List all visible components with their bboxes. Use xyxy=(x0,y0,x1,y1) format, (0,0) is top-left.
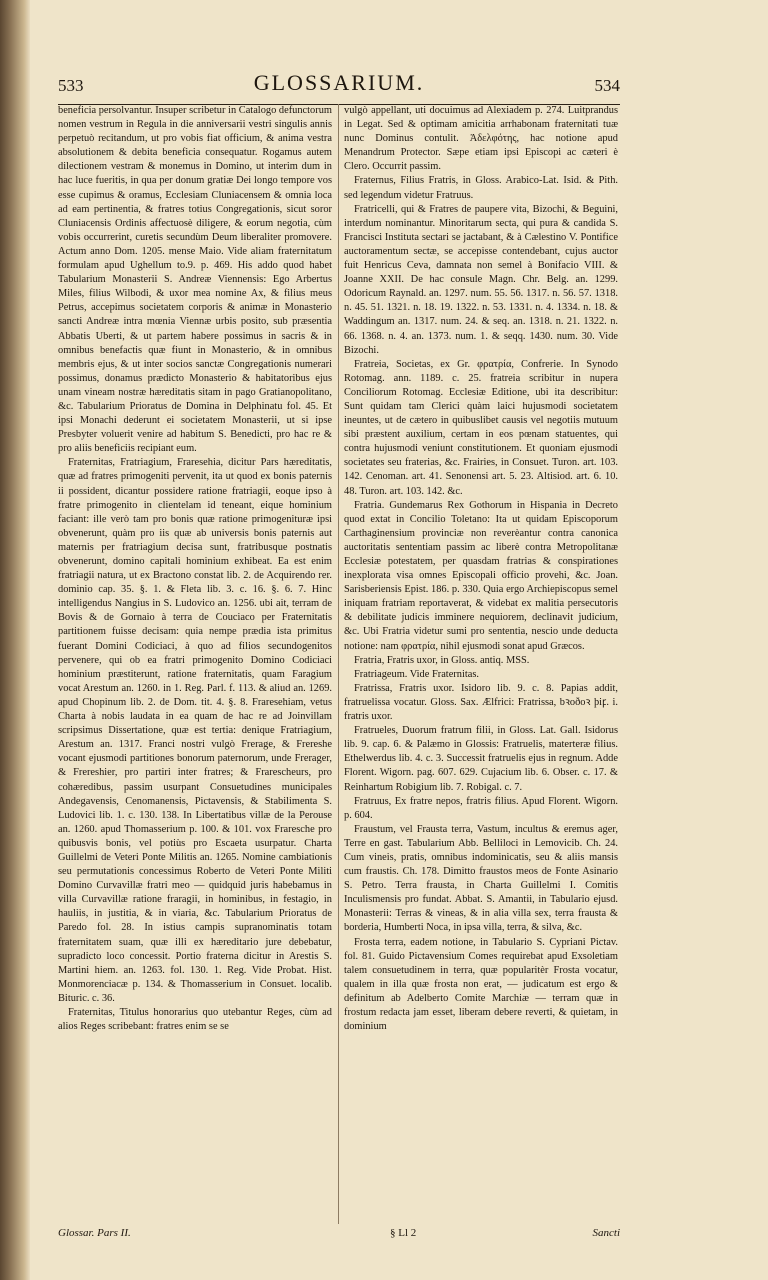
page-title: GLOSSARIUM. xyxy=(253,70,425,95)
page-header xyxy=(58,70,620,104)
right-paragraph: Fratrissa, Fratris uxor. Isidoro lib. 9. c. 8. Papias addit, fratruelissa vocatur. Gloss. Sax. Ælfrici: Fratrissa, bꝛoðoꝛ þiꝼ. i. fratris uxor. xyxy=(344,682,618,723)
right-paragraph: Fratricelli, qui & Fratres de paupere vita, Bizochi, & Beguini, interdum nominantur. Minoritarum secta, qui pura & candida S. Francisci Instituta sectari se jactabant, & à Cælestino V. Pontifice auctoramentum sectæ, se accepisse contendebant, cujus auctor fuit Henricus Ceva, damnata non semel à Bonifacio VIII. & Joanne XXII. De hac consule Magn. Chr. Belg. an. 1299. Odoricum Raynald. an. 1297. num. 55. 56. 1317. n. 56. 57. 1318. n. 45. 51. 1321. n. 18. 19. 1322. n. 53. 1331. n. 4. 1334. n. 18. & Waddingum an. 1317. num. 24. & seq. an. 1318. n. 21. 1322. n. 66. 1368. n. 4. an. 1373. num. 1. & seqq. 1430. num. 30. Vide Bizochi. xyxy=(344,203,618,356)
right-paragraph: Fraternus, Filius Fratris, in Gloss. Arabico-Lat. Isid. & Pith. sed legendum videtur Fratruus. xyxy=(344,175,618,201)
right-paragraph: Fratruus, Ex fratre nepos, fratris filius. Apud Florent. Wigorn. p. 604. xyxy=(344,795,618,821)
right-paragraph: Fratria, Fratris uxor, in Gloss. antiq. MSS. xyxy=(354,654,530,666)
page-number-left: 533 xyxy=(58,76,84,95)
signature-mark: § Ll 2 xyxy=(390,1227,417,1239)
right-column xyxy=(344,104,618,1224)
volume-label: Glossar. Pars II. xyxy=(58,1227,131,1239)
right-paragraph: Fratreia, Societas, ex Gr. φρατρία, Confrerie. In Synodo Rotomag. ann. 1189. c. 25. fratreia scribitur in nupera Conciliorum Rotomag. Ecclesiæ Editione, ubi ita describitur: Sunt quidam tam Clerici quàm laici hujusmodi societatem ineuntes, ut de cætero in quibuslibet causis vel negotiis mutuum sibi præstent auxilium, certam in eos pœnam statuentes, qui contra hujusmodi veniunt constitutionem. Et quoniam ejusmodi societates seu fraterias, &c. Frairies, in Consuet. Turon. art. 103. 142. Cenoman. art. 41. Senonensi art. 5. 23. Altisiod. art. 6. 10. 48. Turon. art. 103. 142. &c. xyxy=(344,358,618,497)
right-paragraph: Fratriageum. Vide Fraternitas. xyxy=(354,668,479,680)
page-number-right: 534 xyxy=(594,76,620,95)
right-paragraph: Fratrueles, Duorum fratrum filii, in Gloss. Lat. Gall. Isidorus lib. 9. cap. 6. & Palæmo in Glossis: Fratruelis, materteræ filius. Ethelwerdus lib. 4. c. 3. Successit fratruelis ejus in regnum. Adde Florent. Wigorn. pag. 607. 629. Cujacium lib. 6. Obser. c. 17. & Reinhartum Robigium lib. 7. Robigal. c. 7. xyxy=(344,725,618,793)
left-paragraph: Fraternitas, Fratriagium, Fraresehia, dicitur Pars hæreditatis, quæ ad fratres primogeniti pervenit, ita ut quod ex bonis paternis ii possident, dicantur possidere ratione fratriagii, eoque ipso à fratre primogenito in clientelam id teneant, eique hominium faciant: ille verò tam pro bonis quæ ratione primogenituræ ipsi obvenerunt, quàm pro iis quæ ab universis bonis paternis aut maternis per fratriagium decisa sunt, fratribusque postnatis obvenerunt, domino capitali hominium exhibeat. Ea est enim fratriagii natura, ut ex Bractono constat lib. 2. de Acquirendo rer. dominio cap. 35. §. 1. & Fleta lib. 3. c. 16. §. 6. 7. Hinc intelligendus Nangius in S. Ludovico an. 1256. ubi ait, terram de Bovis & de Gornaio à terra de Couciaco per Fraternitatis partitionem fuisse decisam: quia nempe prædia ista primitus fuerant Domini Codiciaci, à quo ad filios secundogenitos pervenere, qui ob ea fratri primogenito Domino Codiciaci hominium præstiterunt, ratione fraternitatis, quam Faragium vocat Arestum an. 1260. in 1. Reg. Parl. f. 113. & aliud an. 1269. apud Chopinum lib. 2. de Dom. tit. 4. §. 8. Fraresehiam, vetus Charta à nobis laudata in ea quam de hac re ad Joinvillam scripsimus Dissertatione, quæ est tertia: denique Fratriagium, Arestum an. 1317. Franci nostri vulgò Frerage, & Frereshe vocant ejusmodi partitiones bonorum paternorum, unde Frerager, & Frereshier, pro partiri inter fratres; & Frarescheurs, pro cohæredibus, passim usurpant Consuetudines municipales Andegavensis, Cenomanensis, Pictavensis, & Stabilimenta S. Ludovici lib. 1. c. 130. 138. In Libertatibus villæ de la Perouse an. 1260. apud Thomasserium p. 100. & 101. vox Fraresche pro quibusvis bonis, vel potiùs pro Escaeta usurpatur. Charta Guillelmi de Veteri Ponte Militis an. 1265. Nomine cambiationis seu permutationis concessimus Roberto de Veteri Ponte Militi Domino Curvavillæ fratri meo — quidquid juris habebamus in villa Curvavillæ ratione fraragii, in hominibus, in festagio, in hauliis, in justitia, & in viaria, &c. Tabularium Prioratus de Paredo fol. 28. In istius campis supranominatis totam fraternitatem suam, quæ illi ex hæreditario jure debebatur, supradicto loco concessit. Portio fraterna dicitur in Arestis S. Martini hiem. an. 1263. fol. 130. 1. Reg. Vide Probat. Hist. Monmorenciacæ p. 134. & Thomasserium in Consuet. localib. Bituric. c. 36. xyxy=(58,457,332,1004)
left-paragraph: beneficia persolvantur. Insuper scribetur in Catalogo defunctorum nomen vestrum in Regula in die anniversarii vestri singulis annis perpetuò recitandum, ut pro vobis fiat officium, & anima vestra absolutionem & debita beneficia consequatur. Rogamus autem dilectionem vestram & monemus in Domino, ut interim dum in hac luce fueritis, in qua per donum gratiæ Dei longo tempore vos esse cupimus & oramus, Ecclesiam Cluniacensem & omnia loca ad eam pertinentia, & fratres totius Congregationis, sicut soror Cluniacensis Ordinis affectuosè diligere, & eorum negotia, cùm vobis occurrerint, curetis secundùm Deum liberaliter promovere. Actum anno Dom. 1205. mense Maio. Vide aliam fraternitatum formulam apud Ughellum to.9. p. 469. His addo quod habet Tabularium Monasterii S. Andreæ Viennensis: Ego Arbertus Miles, filius Wilbodi, & uxor mea nomine Ax, & filius meus Petrus, accepimus societatem corporis & animæ in Monasterio sancti Andreæ intra mœnia Viennæ urbis posito, sub præsentia Abbatis Uberti, & ut partem habere possimus in sacris & in omnibus benefactis quæ fiunt in Monasterio, & in omnibus membris ejus, & ut inter socios sanctæ Congregationis numerari possimus, donamus prædicto Monasterio & habitatoribus ejus unam vineam nostræ hæreditatis sitam in pago Gratianopolitano, &c. Tabularium Prioratus de Domina in Delphinatu fol. 45. Et ipsi Monachi dederunt ei societatem Monasterii, ut si ipse Presbyter voluerit venire ad habitum S. Benedicti, pro hac re & pro aliis beneficiis recipiant eum. xyxy=(58,105,332,455)
book-gutter xyxy=(0,0,30,1280)
catchword: Sancti xyxy=(592,1227,620,1239)
left-paragraph: Fraternitas, Titulus honorarius quo utebantur Reges, cùm ad alios Reges scribebant: fratres enim se se xyxy=(58,1007,332,1033)
left-column xyxy=(58,104,332,1224)
right-paragraph: Fraustum, vel Frausta terra, Vastum, incultus & eremus ager, Terre en gast. Tabularium Abb. Belliloci in Lemovicib. Ch. 24. Cum vineis, pratis, omnibus indominicatis, seu & aliis mansis cum fraustis. Ch. 178. Dimitto fraustos meos de Fonte Asinario S. Petro. Terra frausta, in Charta Guillelmi I. Comitis Inculismensis pro fundat. Abbat. S. Amantii, in Tabulario ejusd. Monasterii: Terras & vineas, & in alia villa sex, terra frausta & borderia, Humberti Noca, in ipsa villa, terra, & silva, &c. xyxy=(344,823,618,934)
right-paragraph: Fratria. Gundemarus Rex Gothorum in Hispania in Decreto quod extat in Concilio Toletano: Ita ut quidam Episcoporum Carthaginensium provinciæ non reverèantur contra canonica auctoritatis sententiam passim ac liberè contra Metropolitanæ Ecclesiæ potestatem, per quasdam fratrias & conspirationes inexplorata visa omnes Episcopali officio provehi, &c. Joan. Sarisberiensis Epist. 186. p. 330. Quia ergo Archiepiscopus semel iniquam fratriam reportaverat, & videbat ex malitia persecutoris & debilitate judicis imminere nequiorem, declinavit judicium, &c. Ubi Fratria videtur sumi pro sententia, nescio unde deducta notione: nam φρατρία, nihil ejusmodi sonat apud Græcos. xyxy=(344,499,618,652)
column-divider xyxy=(338,104,339,1224)
page-footer xyxy=(58,1227,620,1245)
right-paragraph: Frosta terra, eadem notione, in Tabulario S. Cypriani Pictav. fol. 81. Guido Pictavensium Comes requirebat apud Exsoletiam talem consuetudinem in terra, quæ popularitèr Frosta vocatur, qualem in illa quæ frosta non erat, — judicatum est ergo & definitum ab Adelberto Comite Marchiæ — terram quæ in frostum redacta jam esset, liberam debere reverti, & quietam, in dominium xyxy=(344,936,618,1033)
right-paragraph: vulgò appellant, uti docuimus ad Alexiadem p. 274. Luitprandus in Legat. Sed & optimam amicitia arrhabonam fraternitati tuæ nunc Dominus contulit. Ἀδελφότης, hac notione apud Menandrum Protector. Sæpe etiam ipsi Episcopi ac cæteri è Clero. Occurrit passim. xyxy=(344,105,618,173)
